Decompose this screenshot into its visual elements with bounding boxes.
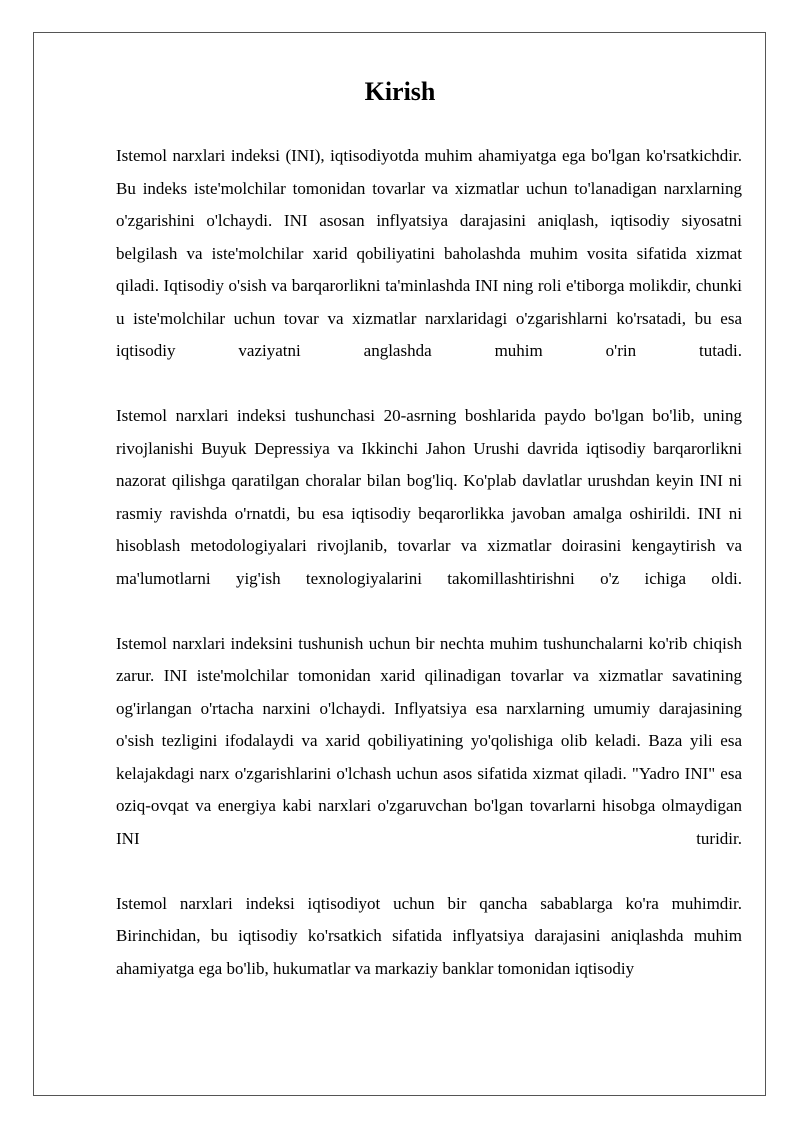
paragraph-3: Istemol narxlari indeksini tushunish uchun bir nechta muhim tushunchalarni ko'rib chiqish zarur. INI iste'molchilar tomonidan xarid qilinadigan tovarlar va xizmatlar savatining og'irlangan o'rtacha narxini o'lchaydi. Inflyatsiya esa narxlarning umumiy darajasining o'sish tezligini ifodalaydi va xarid qobiliyatining yo'qolishiga olib keladi. Baza yili esa kelajakdagi narx o'zgarishlarini o'lchash uchun asos sifatida xizmat qiladi. "Yadro INI" esa oziq-ovqat va energiya kabi narxlari o'zgaruvchan bo'lgan tovarlarni hisobga olmaydigan INI turidir. bbox=[116, 633, 742, 848]
paragraph-4: Istemol narxlari indeksi iqtisodiyot uchun bir qancha sabablarga ko'ra muhimdir. Birinchidan, bu iqtisodiy ko'rsatkich sifatida inflyatsiya darajasini aniqlashda muhim ahamiyatga ega bo'lib, hukumatlar va markaziy banklar tomonidan iqtisodiy bbox=[116, 893, 742, 978]
page-title: Kirish bbox=[364, 77, 436, 106]
paragraph-2: Istemol narxlari indeksi tushunchasi 20-asrning boshlarida paydo bo'lgan bo'lib, uning rivojlanishi Buyuk Depressiya va Ikkinchi Jahon Urushi davrida iqtisodiy barqarorlikni nazorat qilishga qaratilgan choralar bilan bog'liq. Ko'plab davlatlar urushdan keyin INI ni rasmiy ravishda o'rnatdi, bu esa iqtisodiy beqarorlikka javoban amalga oshirildi. INI ni hisoblash metodologiyalari rivojlanib, tovarlar va xizmatlar doirasini kengaytirish va ma'lumotlarni yig'ish texnologiyalarini takomillashtirishni o'z ichiga oldi. bbox=[116, 406, 742, 588]
document-body bbox=[116, 140, 742, 1018]
paragraph-1: Istemol narxlari indeksi (INI), iqtisodiyotda muhim ahamiyatga ega bo'lgan ko'rsatkichdir. Bu indeks iste'molchilar tomonidan tovarlar va xizmatlar uchun to'lanadigan narxlarning o'zgarishini o'lchaydi. INI asosan inflyatsiya darajasini aniqlash, iqtisodiy siyosatni belgilash va iste'molchilar xarid qobiliyatini baholashda muhim vosita sifatida xizmat qiladi. Iqtisodiy o'sish va barqarorlikni ta'minlashda INI ning roli e'tiborga molikdir, chunki u iste'molchilar uchun tovar va xizmatlar narxlaridagi o'zgarishlarni ko'rsatadi, bu esa iqtisodiy vaziyatni anglashda muhim o'rin tutadi. bbox=[116, 146, 742, 360]
